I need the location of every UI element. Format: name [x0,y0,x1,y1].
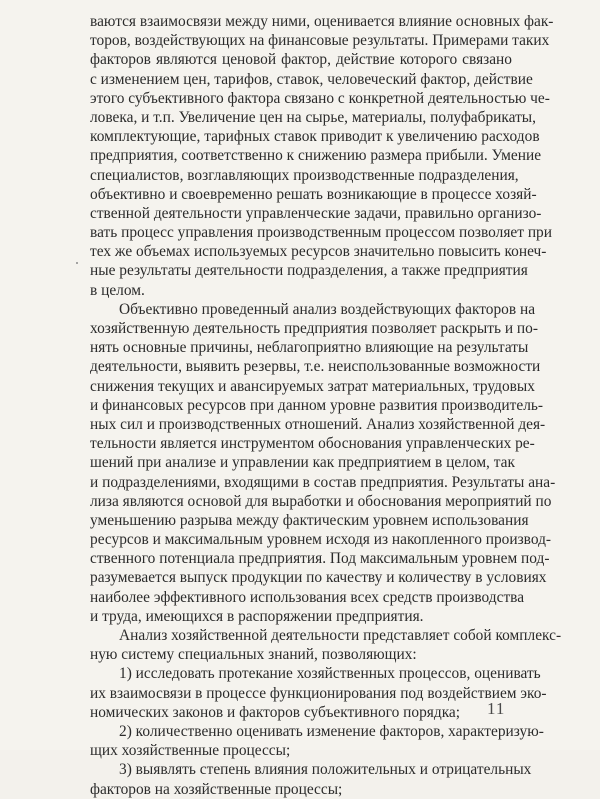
text-line: разумевается выпуск продукции по качеству и количеству в условиях [90,569,547,587]
text-line: тельности является инструментом обоснования управленческих ре- [90,435,535,453]
text-line: предприятия, соответственно к снижению размера прибыли. Умение [90,147,542,165]
text-line: уменьшению разрыва между фактическим уровнем использования [90,511,529,529]
text-line: шений при анализе и управлении как предприятием в целом, так [90,454,515,472]
text-line: лиза являются основой для выработки и обоснования мероприятий по [90,492,552,510]
text-line: факторов являются ценовой фактор, действие которого связано [90,51,512,69]
text-line: наиболее эффективного использования всех средств производства [90,588,525,606]
text-line: и финансовых ресурсов при данном уровне развития производитель- [90,396,544,414]
text-line: их взаимосвязи в процессе функционирования под воздействием эко- [90,684,547,702]
text-line: и труда, имеющихся в распоряжении предприятия. [90,607,424,625]
text-line: нять основные причины, неблагоприятно влияющие на результаты [90,339,529,357]
text-line: комплектующие, тарифных ставок приводит к увеличению расходов [90,128,540,146]
list-item-3: 3) выявлять степень влияния положительных и отрицательных [119,761,532,779]
paragraph-start: Объективно проведенный анализ воздействующих факторов на [119,300,536,318]
text-line: тех же объемах используемых ресурсов значительно повысить конеч- [90,243,547,261]
text-line: номических законов и факторов субъективного порядка; [90,703,461,721]
list-item-1: 1) исследовать протекание хозяйственных процессов, оценивать [119,665,541,683]
text-line: этого субъективного фактора связано с конкретной деятельностью че- [90,89,550,107]
text-line: ных сил и производственных отношений. Анализ хозяйственной дея- [90,415,546,433]
text-line: и подразделениями, входящими в состав предприятия. Результаты ана- [90,473,556,491]
text-line: ловека, и т.п. Увеличение цен на сырье, материалы, полуфабрикаты, [90,108,536,126]
text-line: вать процесс управления производственным процессом позволяет при [90,224,552,242]
page-number: 11 [487,699,506,718]
text-line: снижения текущих и авансируемых затрат материальных, трудовых [90,377,535,395]
paragraph-start: Анализ хозяйственной деятельности представляет собой комплекс- [119,627,562,644]
text-line: деятельности, выявить резервы, т.е. неиспользованные возможности [90,358,541,376]
text-line: объективно и своевременно решать возникающие в процессе хозяй- [90,185,537,203]
text-line: ственной деятельности управленческие задачи, правильно организо- [90,204,542,222]
text-line: факторов на хозяйственные процессы; [90,780,343,798]
text-line: специалистов, возглавляющих производственные подразделения, [90,166,519,184]
text-line: торов, воздействующих на финансовые результаты. Примерами таких [90,32,550,50]
list-item-2: 2) количественно оценивать изменение факторов, характеризую- [119,722,544,740]
text-line: ные результаты деятельности подразделения, а также предприятия [90,262,528,280]
text-line: щих хозяйственные процессы; [90,742,291,760]
text-line: ресурсов и максимальным уровнем исходя из накопленного производ- [90,531,552,549]
text-line: с изменением цен, тарифов, ставок, человеческий фактор, действие [90,70,533,88]
body-text [90,12,562,799]
text-line: ственного потенциала предприятия. Под максимальным уровнем под- [90,550,550,568]
text-line: в целом. [90,281,145,299]
text-line: ваются взаимосвязи между ними, оценивается влияние основных фак- [90,13,554,30]
print-speck [76,262,78,264]
text-line: ную систему специальных знаний, позволяющих: [90,646,417,664]
text-line: хозяйственную деятельность предприятия позволяет раскрыть и по- [90,320,538,337]
